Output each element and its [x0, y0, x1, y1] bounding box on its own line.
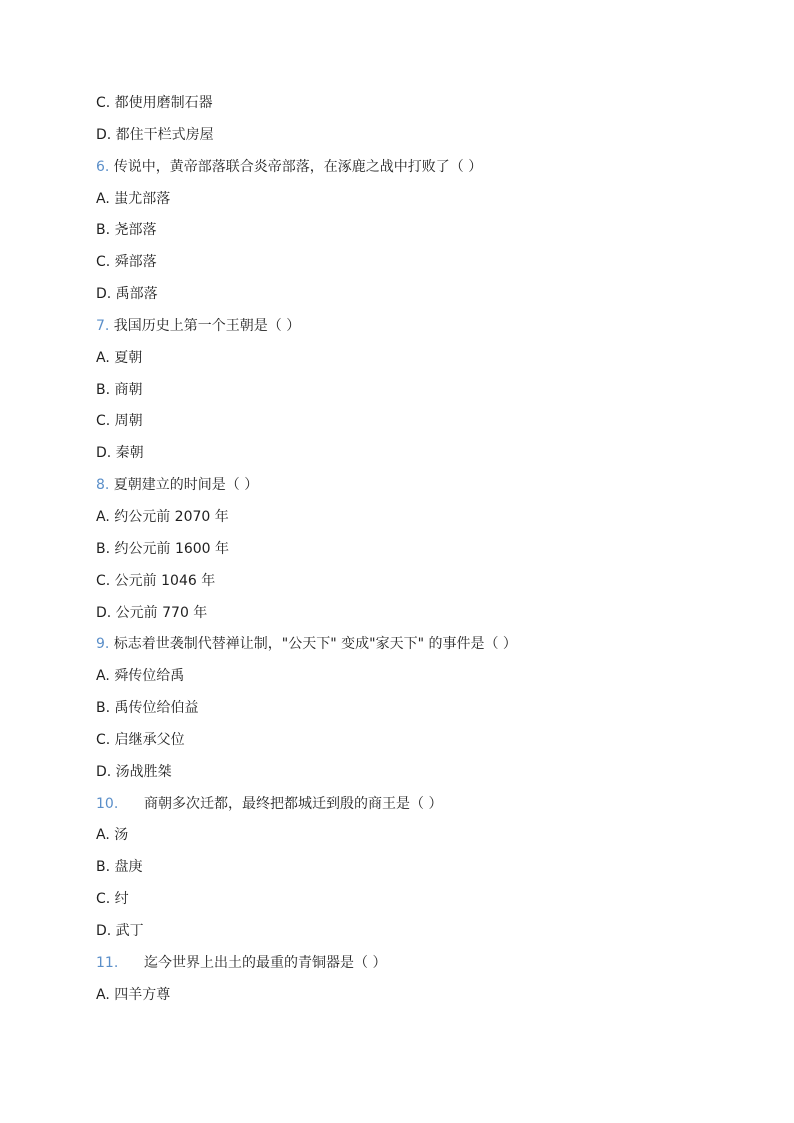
option-text: D. 都住干栏式房屋	[96, 126, 214, 143]
answer-option	[96, 188, 736, 220]
option-text: D. 汤战胜桀	[96, 763, 172, 780]
question-number: 9.	[96, 636, 110, 653]
answer-option	[96, 761, 736, 793]
answer-option	[96, 219, 736, 251]
answer-option	[96, 920, 736, 952]
answer-option	[96, 888, 736, 920]
option-text: C. 都使用磨制石器	[96, 95, 213, 111]
question-line	[96, 793, 736, 825]
option-text: B. 盘庚	[96, 859, 143, 876]
answer-option	[96, 379, 736, 411]
question-line	[96, 156, 736, 188]
answer-option	[96, 283, 736, 315]
answer-option	[96, 92, 736, 124]
question-line	[96, 474, 736, 506]
question-line	[96, 952, 736, 984]
answer-option	[96, 347, 736, 379]
option-text: D. 公元前 770 年	[96, 604, 208, 621]
option-text: A. 夏朝	[96, 349, 143, 366]
answer-option	[96, 729, 736, 761]
answer-option	[96, 506, 736, 538]
question-text: 传说中，黄帝部落联合炎帝部落，在涿鹿之战中打败了（ ）	[109, 158, 483, 175]
option-text: A. 四羊方尊	[96, 986, 171, 1003]
option-text: D. 禹部落	[96, 286, 158, 303]
option-text: B. 尧部落	[96, 222, 157, 239]
option-text: A. 约公元前 2070 年	[96, 508, 229, 525]
question-number: 11.	[96, 954, 119, 971]
question-text: 迄今世界上出土的最重的青铜器是（ ）	[144, 954, 387, 971]
answer-option	[96, 410, 736, 442]
option-text: C. 公元前 1046 年	[96, 572, 216, 589]
question-line	[96, 315, 736, 347]
answer-option	[96, 538, 736, 570]
option-text: C. 周朝	[96, 413, 143, 430]
option-text: D. 武丁	[96, 922, 144, 939]
option-text: C. 舜部落	[96, 254, 157, 271]
question-text: 夏朝建立的时间是（ ）	[109, 477, 259, 494]
answer-option	[96, 251, 736, 283]
answer-option	[96, 984, 736, 1016]
question-number: 10.	[96, 795, 119, 812]
question-text: 标志着世袭制代替禅让制，"公天下" 变成"家天下" 的事件是（ ）	[109, 636, 517, 653]
answer-option	[96, 442, 736, 474]
option-text: B. 禹传位给伯益	[96, 700, 199, 717]
option-text: C. 启继承父位	[96, 731, 185, 748]
option-text: A. 蚩尤部落	[96, 190, 171, 207]
question-number: 8.	[96, 477, 110, 494]
question-list	[96, 92, 736, 1015]
answer-option	[96, 602, 736, 634]
answer-option	[96, 824, 736, 856]
answer-option	[96, 124, 736, 156]
option-text: C. 纣	[96, 891, 129, 908]
answer-option	[96, 665, 736, 697]
question-text: 我国历史上第一个王朝是（ ）	[109, 317, 301, 334]
option-text: D. 秦朝	[96, 445, 144, 462]
question-number: 7.	[96, 317, 110, 334]
option-text: B. 商朝	[96, 381, 143, 398]
question-number: 6.	[96, 158, 110, 175]
question-text: 商朝多次迁都，最终把都城迁到殷的商王是（ ）	[144, 795, 443, 812]
option-text: B. 约公元前 1600 年	[96, 540, 230, 557]
answer-option	[96, 570, 736, 602]
answer-option	[96, 856, 736, 888]
option-text: A. 汤	[96, 827, 129, 844]
option-text: A. 舜传位给禹	[96, 668, 185, 685]
answer-option	[96, 697, 736, 729]
question-line	[96, 633, 736, 665]
